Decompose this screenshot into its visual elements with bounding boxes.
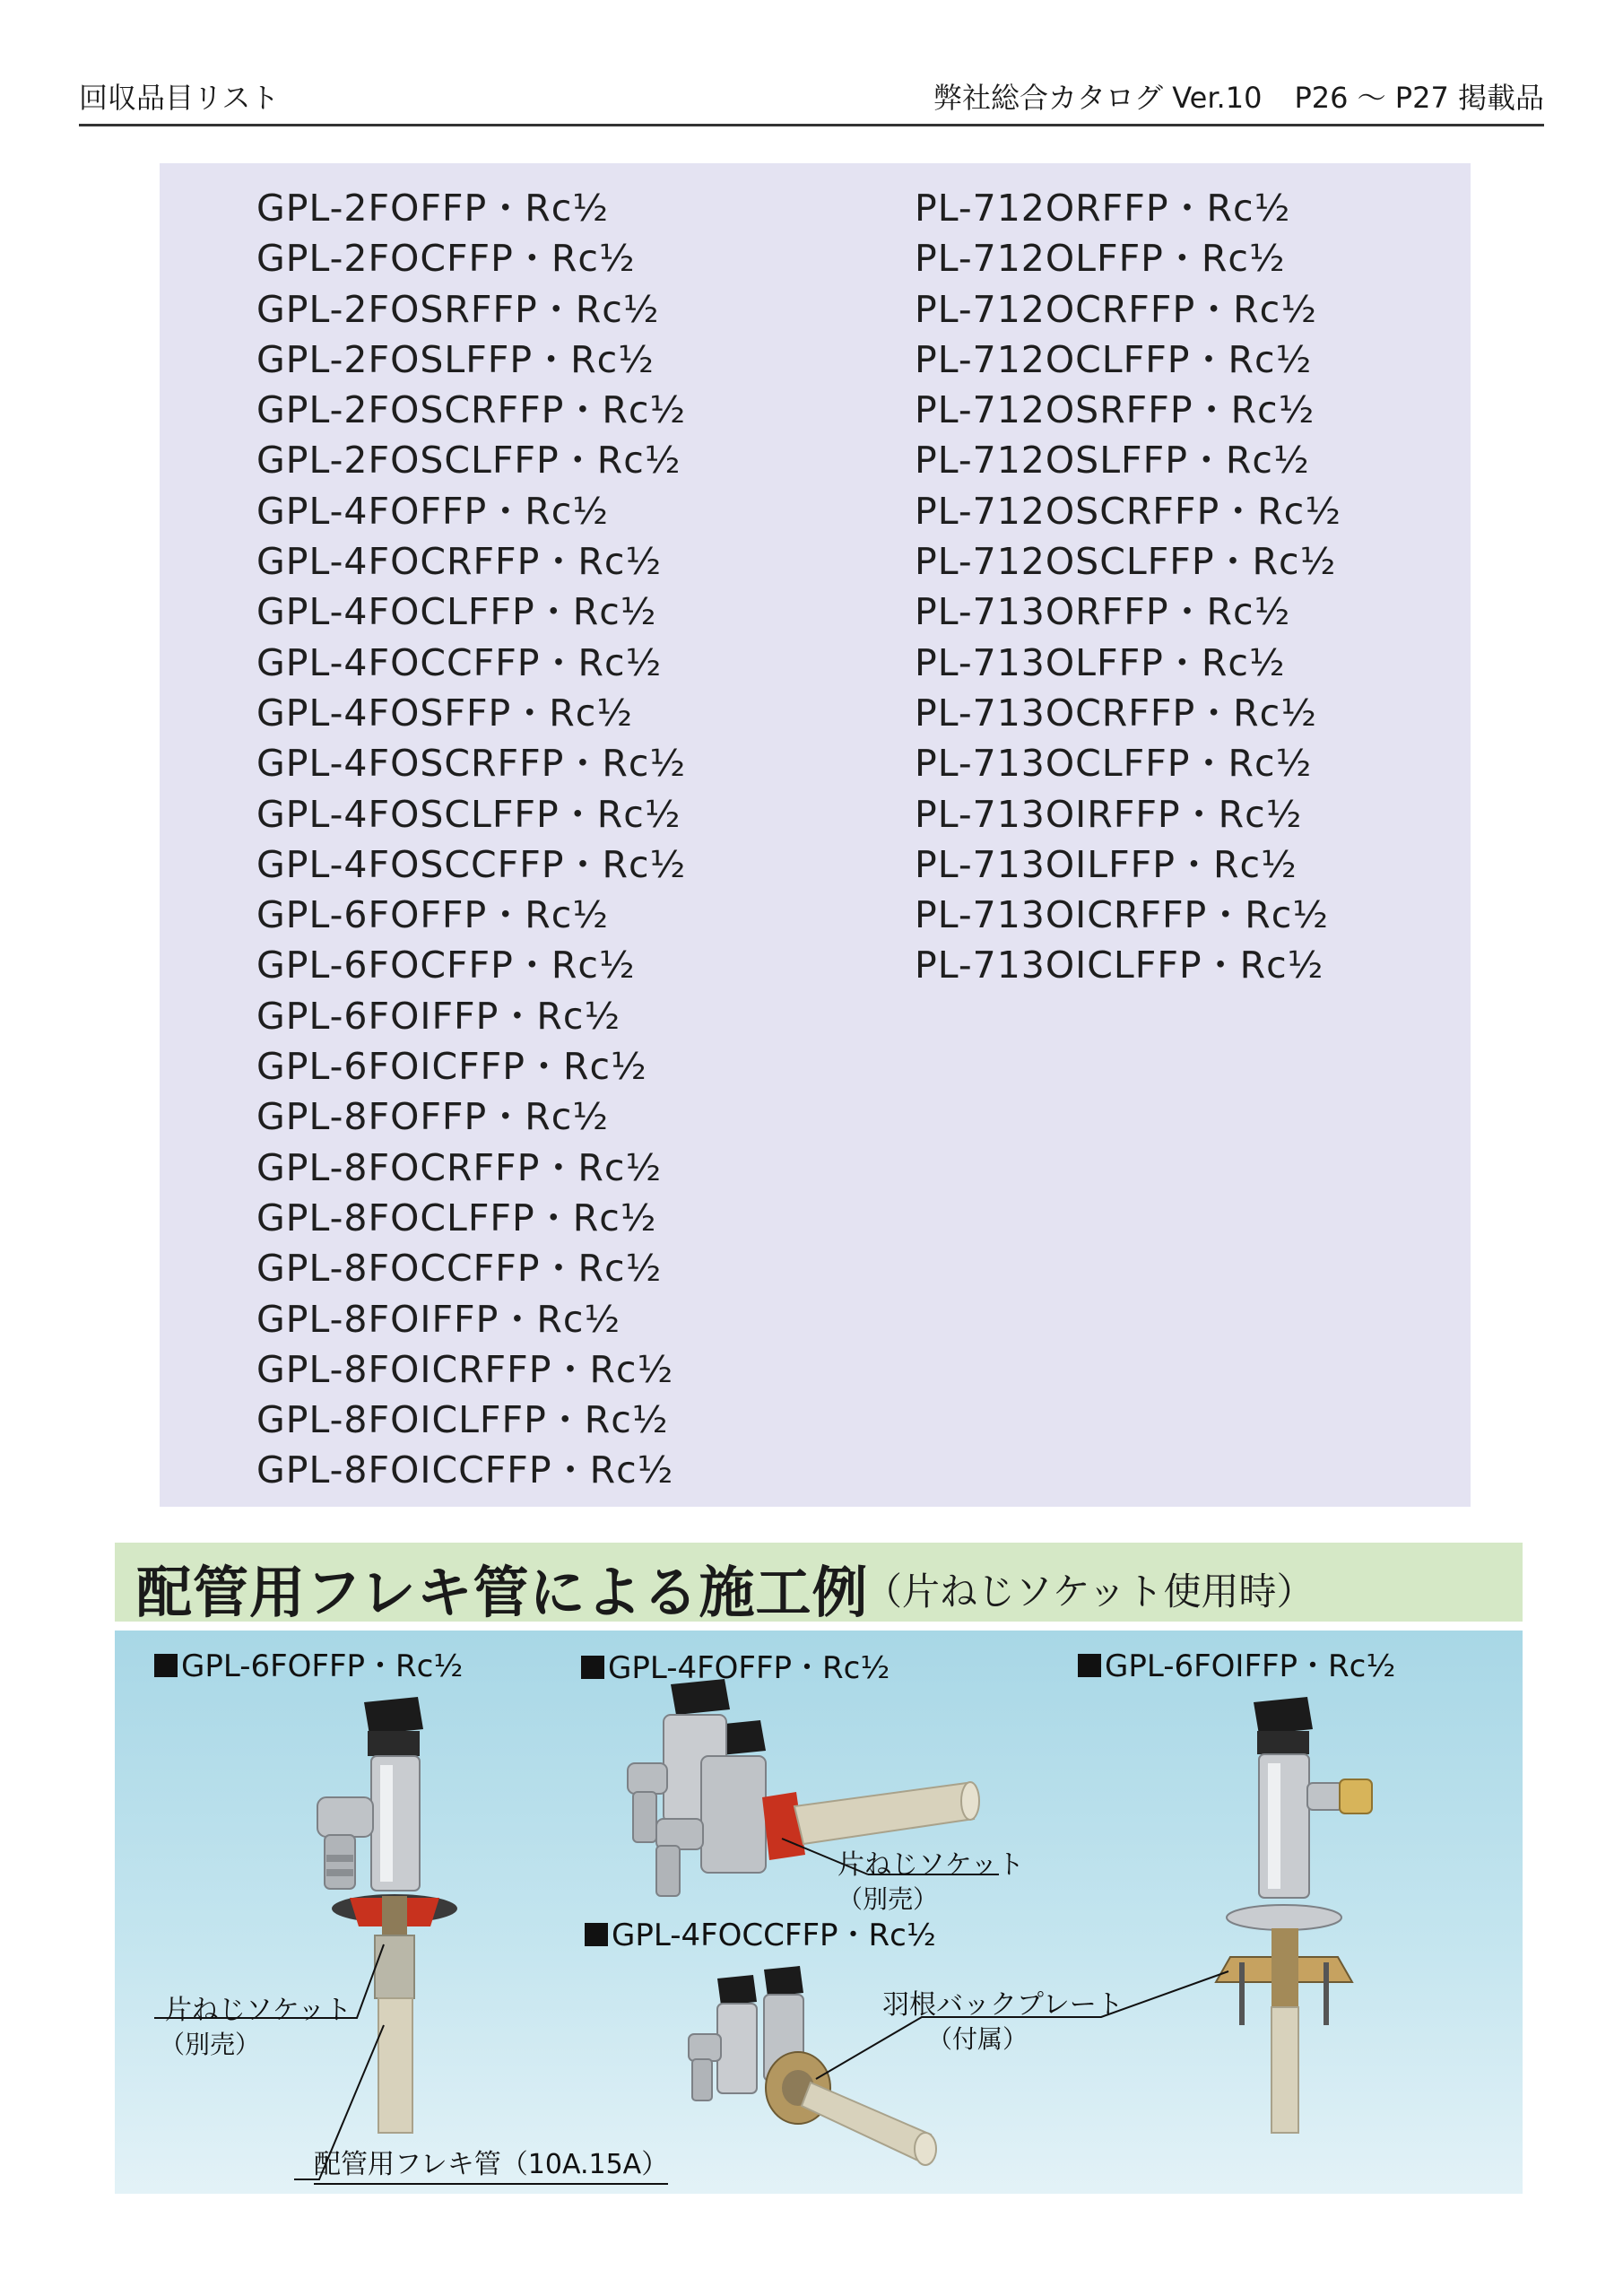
list-item: PL-712OSCRFFP・Rc½ bbox=[915, 489, 1341, 533]
product-column-right bbox=[915, 183, 1341, 991]
callout-socket-mid bbox=[838, 1842, 1024, 1882]
callout-backplate-sub: （付属） bbox=[927, 2024, 1028, 2054]
header-catalog: 弊社総合カタログ Ver.10 bbox=[933, 81, 1263, 115]
list-item: GPL-8FOICCFFP・Rc½ bbox=[256, 1448, 674, 1492]
list-item: GPL-8FOCCFFP・Rc½ bbox=[256, 1247, 663, 1291]
list-item: PL-713OLFFP・Rc½ bbox=[915, 640, 1286, 684]
list-item: GPL-8FOFFP・Rc½ bbox=[256, 1095, 610, 1139]
list-item: PL-712OSRFFP・Rc½ bbox=[915, 388, 1315, 432]
callout-socket-mid-text: 片ねじソケット bbox=[838, 1849, 1025, 1881]
example-label-3 bbox=[1078, 1641, 1395, 1685]
square-bullet-icon bbox=[581, 1656, 604, 1679]
example-label-4-text: GPL-4FOCCFFP・Rc½ bbox=[612, 1918, 936, 1953]
list-item: PL-713OIRFFP・Rc½ bbox=[915, 792, 1303, 836]
list-item: PL-712OCLFFP・Rc½ bbox=[915, 337, 1313, 381]
section-heading bbox=[115, 1543, 1523, 1625]
list-item: GPL-8FOICRFFP・Rc½ bbox=[256, 1347, 674, 1391]
list-item: PL-712OLFFP・Rc½ bbox=[915, 237, 1286, 281]
callout-flex-pipe-text: 配管用フレキ管（10A.15A） bbox=[314, 2142, 668, 2185]
list-item: GPL-4FOSCLFFP・Rc½ bbox=[256, 792, 681, 836]
callout-socket-left-sub: （別売） bbox=[160, 2030, 261, 2059]
example-label-2-text: GPL-4FOFFP・Rc½ bbox=[608, 1650, 890, 1686]
callout-backplate-text: 羽根バックプレート bbox=[882, 1989, 1124, 2021]
header-pages: P26 ～ P27 掲載品 bbox=[1294, 81, 1544, 115]
list-item: GPL-4FOCCFFP・Rc½ bbox=[256, 640, 663, 684]
list-item: GPL-2FOSLFFP・Rc½ bbox=[256, 337, 655, 381]
example-label-4 bbox=[585, 1910, 936, 1954]
square-bullet-icon bbox=[154, 1654, 178, 1677]
example-label-2 bbox=[581, 1643, 890, 1687]
list-item: PL-712OCRFFP・Rc½ bbox=[915, 287, 1317, 331]
page-header bbox=[79, 79, 1544, 126]
list-item: GPL-4FOFFP・Rc½ bbox=[256, 489, 610, 533]
list-item: GPL-2FOSCRFFP・Rc½ bbox=[256, 388, 687, 432]
list-item: PL-712OSLFFP・Rc½ bbox=[915, 439, 1310, 483]
installation-example-panel bbox=[115, 1631, 1523, 2194]
example-label-3-text: GPL-6FOIFFP・Rc½ bbox=[1105, 1648, 1396, 1684]
list-item: GPL-4FOCRFFP・Rc½ bbox=[256, 540, 663, 584]
list-item: PL-713OCRFFP・Rc½ bbox=[915, 691, 1317, 735]
example-label-1-text: GPL-6FOFFP・Rc½ bbox=[181, 1648, 464, 1684]
list-item: GPL-8FOIFFP・Rc½ bbox=[256, 1297, 621, 1341]
callout-socket-mid-sub: （別売） bbox=[838, 1884, 939, 1914]
list-item: PL-713OICRFFP・Rc½ bbox=[915, 893, 1330, 937]
section-subtitle: （片ねじソケット使用時） bbox=[864, 1570, 1315, 1613]
list-item: GPL-4FOSCCFFP・Rc½ bbox=[256, 842, 687, 886]
list-item: GPL-6FOICFFP・Rc½ bbox=[256, 1045, 647, 1089]
list-item: PL-713OCLFFP・Rc½ bbox=[915, 742, 1313, 786]
list-item: GPL-6FOIFFP・Rc½ bbox=[256, 994, 621, 1038]
list-item: GPL-2FOFFP・Rc½ bbox=[256, 187, 610, 230]
list-item: PL-713OILFFP・Rc½ bbox=[915, 842, 1298, 886]
product-column-left bbox=[256, 183, 686, 1496]
valve-illustration-3 bbox=[1216, 1697, 1372, 2133]
list-item: GPL-2FOCFFP・Rc½ bbox=[256, 237, 636, 281]
list-item: PL-712OSCLFFP・Rc½ bbox=[915, 540, 1337, 584]
list-item: GPL-8FOICLFFP・Rc½ bbox=[256, 1398, 669, 1442]
header-title: 回収品目リスト bbox=[79, 81, 280, 115]
product-list-panel bbox=[160, 163, 1471, 1507]
callout-flex-pipe bbox=[314, 2142, 668, 2185]
list-item: PL-712ORFFP・Rc½ bbox=[915, 187, 1291, 230]
valve-illustration-1 bbox=[317, 1697, 457, 2133]
list-item: GPL-4FOCLFFP・Rc½ bbox=[256, 590, 657, 634]
list-item: PL-713OICLFFP・Rc½ bbox=[915, 944, 1324, 987]
list-item: GPL-2FOSCLFFP・Rc½ bbox=[256, 439, 681, 483]
section-title: 配管用フレキ管による施工例 bbox=[136, 1560, 869, 1625]
example-label-1 bbox=[154, 1641, 463, 1685]
list-item: GPL-4FOSFFP・Rc½ bbox=[256, 691, 634, 735]
square-bullet-icon bbox=[585, 1923, 608, 1946]
list-item: GPL-6FOCFFP・Rc½ bbox=[256, 944, 636, 987]
list-item: GPL-8FOCRFFP・Rc½ bbox=[256, 1145, 663, 1189]
callout-socket-left-text: 片ねじソケット bbox=[165, 1995, 352, 2026]
square-bullet-icon bbox=[1078, 1654, 1101, 1677]
list-item: GPL-6FOFFP・Rc½ bbox=[256, 893, 610, 937]
list-item: PL-713ORFFP・Rc½ bbox=[915, 590, 1291, 634]
header-catalog-ref bbox=[901, 75, 1544, 117]
list-item: GPL-2FOSRFFP・Rc½ bbox=[256, 287, 660, 331]
list-item: GPL-8FOCLFFP・Rc½ bbox=[256, 1196, 657, 1239]
callout-socket-left bbox=[165, 1987, 352, 2027]
list-item: GPL-4FOSCRFFP・Rc½ bbox=[256, 742, 687, 786]
callout-backplate bbox=[882, 1982, 1124, 2022]
